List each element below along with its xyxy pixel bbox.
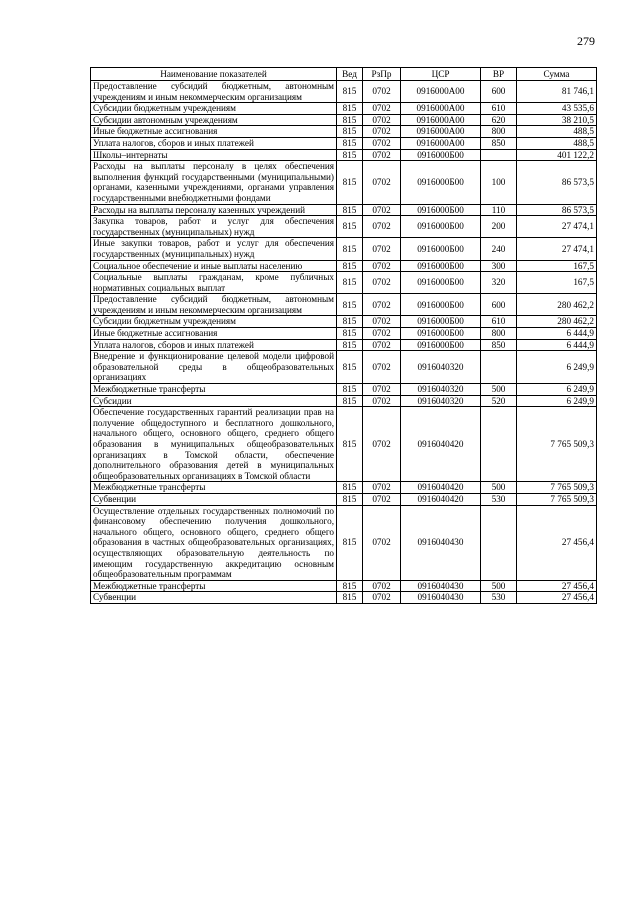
- cell-vr: 240: [481, 238, 517, 260]
- cell-sum: 280 462,2: [517, 294, 597, 316]
- header-row: [91, 68, 597, 81]
- cell-ved: 815: [337, 351, 363, 384]
- cell-name: Межбюджетные трансферты: [91, 384, 337, 396]
- cell-vr: 610: [481, 103, 517, 115]
- table-row: [91, 161, 597, 204]
- cell-rzpr: 0702: [363, 103, 401, 115]
- cell-sum: 27 456,4: [517, 505, 597, 580]
- cell-name: Уплата налогов, сборов и иных платежей: [91, 137, 337, 149]
- cell-ved: 815: [337, 592, 363, 604]
- cell-csr: 0916040430: [401, 505, 481, 580]
- cell-name: Предоставление субсидий бюджетным, автономным учреждениям и иным некоммерческим организациям: [91, 294, 337, 316]
- header-name: Наименование показателей: [91, 68, 337, 81]
- cell-vr: 100: [481, 161, 517, 204]
- cell-csr: 0916000А00: [401, 114, 481, 126]
- header-sum: Сумма: [517, 68, 597, 81]
- cell-ved: 815: [337, 238, 363, 260]
- cell-vr: [481, 505, 517, 580]
- cell-rzpr: 0702: [363, 493, 401, 505]
- cell-rzpr: 0702: [363, 216, 401, 238]
- cell-ved: 815: [337, 580, 363, 592]
- cell-ved: 815: [337, 407, 363, 482]
- cell-vr: 300: [481, 260, 517, 272]
- cell-sum: 86 573,5: [517, 204, 597, 216]
- cell-vr: 620: [481, 114, 517, 126]
- cell-ved: 815: [337, 216, 363, 238]
- table-row: [91, 493, 597, 505]
- table-body: [91, 81, 597, 604]
- cell-name: Межбюджетные трансферты: [91, 580, 337, 592]
- cell-csr: 0916000Б00: [401, 294, 481, 316]
- cell-sum: 6 444,9: [517, 339, 597, 351]
- cell-sum: 488,5: [517, 137, 597, 149]
- cell-csr: 0916040420: [401, 493, 481, 505]
- cell-ved: 815: [337, 204, 363, 216]
- cell-name: Внедрение и функционирование целевой модели цифровой образовательной среды в общеобразовательных организациях: [91, 351, 337, 384]
- table-row: [91, 316, 597, 328]
- cell-vr: [481, 149, 517, 161]
- cell-sum: 27 474,1: [517, 238, 597, 260]
- page-number: 279: [577, 34, 595, 48]
- cell-vr: 530: [481, 493, 517, 505]
- cell-vr: 110: [481, 204, 517, 216]
- cell-rzpr: 0702: [363, 238, 401, 260]
- cell-ved: 815: [337, 81, 363, 103]
- table-row: [91, 216, 597, 238]
- cell-csr: 0916000А00: [401, 126, 481, 138]
- cell-sum: 6 249,9: [517, 395, 597, 407]
- cell-vr: 500: [481, 580, 517, 592]
- cell-sum: 167,5: [517, 272, 597, 294]
- cell-vr: 600: [481, 81, 517, 103]
- cell-csr: 0916000Б00: [401, 272, 481, 294]
- cell-sum: 7 765 509,3: [517, 482, 597, 494]
- cell-vr: 320: [481, 272, 517, 294]
- cell-csr: 0916000Б00: [401, 260, 481, 272]
- cell-ved: 815: [337, 137, 363, 149]
- cell-csr: 0916000Б00: [401, 149, 481, 161]
- cell-rzpr: 0702: [363, 137, 401, 149]
- table-row: [91, 407, 597, 482]
- header-ved: Вед: [337, 68, 363, 81]
- cell-rzpr: 0702: [363, 384, 401, 396]
- cell-ved: 815: [337, 260, 363, 272]
- cell-ved: 815: [337, 161, 363, 204]
- cell-rzpr: 0702: [363, 294, 401, 316]
- cell-ved: 815: [337, 272, 363, 294]
- table-row: [91, 238, 597, 260]
- cell-vr: 500: [481, 482, 517, 494]
- cell-ved: 815: [337, 316, 363, 328]
- cell-csr: 0916040430: [401, 580, 481, 592]
- cell-sum: 6 249,9: [517, 351, 597, 384]
- cell-ved: 815: [337, 339, 363, 351]
- cell-sum: 86 573,5: [517, 161, 597, 204]
- cell-name: Предоставление субсидий бюджетным, автономным учреждениям и иным некоммерческим организациям: [91, 81, 337, 103]
- table-row: [91, 384, 597, 396]
- cell-csr: 0916000А00: [401, 137, 481, 149]
- cell-vr: [481, 351, 517, 384]
- cell-csr: 0916040430: [401, 592, 481, 604]
- cell-csr: 0916040320: [401, 384, 481, 396]
- cell-rzpr: 0702: [363, 149, 401, 161]
- cell-csr: 0916000А00: [401, 103, 481, 115]
- table-row: [91, 103, 597, 115]
- cell-name: Иные бюджетные ассигнования: [91, 328, 337, 340]
- cell-name: Субсидии бюджетным учреждениям: [91, 316, 337, 328]
- cell-vr: 200: [481, 216, 517, 238]
- cell-rzpr: 0702: [363, 339, 401, 351]
- table-row: [91, 81, 597, 103]
- cell-name: Субвенции: [91, 592, 337, 604]
- cell-sum: 38 210,5: [517, 114, 597, 126]
- table-row: [91, 294, 597, 316]
- table-row: [91, 114, 597, 126]
- cell-ved: 815: [337, 149, 363, 161]
- cell-rzpr: 0702: [363, 482, 401, 494]
- cell-sum: 280 462,2: [517, 316, 597, 328]
- cell-rzpr: 0702: [363, 407, 401, 482]
- cell-sum: 6 249,9: [517, 384, 597, 396]
- cell-sum: 27 474,1: [517, 216, 597, 238]
- cell-vr: 600: [481, 294, 517, 316]
- cell-vr: 800: [481, 126, 517, 138]
- table-row: [91, 260, 597, 272]
- cell-rzpr: 0702: [363, 81, 401, 103]
- cell-rzpr: 0702: [363, 272, 401, 294]
- cell-vr: [481, 407, 517, 482]
- budget-table: [90, 67, 597, 604]
- cell-csr: 0916040420: [401, 482, 481, 494]
- table-row: [91, 339, 597, 351]
- table-row: [91, 204, 597, 216]
- cell-csr: 0916040420: [401, 407, 481, 482]
- cell-rzpr: 0702: [363, 114, 401, 126]
- header-vr: ВР: [481, 68, 517, 81]
- header-rzpr: РзПр: [363, 68, 401, 81]
- cell-sum: 7 765 509,3: [517, 493, 597, 505]
- table-row: [91, 328, 597, 340]
- cell-csr: 0916000Б00: [401, 204, 481, 216]
- cell-name: Обеспечение государственных гарантий реализации прав на получение общедоступного и бесплатного дошкольного, начального общего, основного общего, среднего общего образования в муниципальных общеобразовательных организациях в Томской области, обеспечение дополнительного образования детей в муниципальных общеобразовательных организациях в Томской области: [91, 407, 337, 482]
- cell-csr: 0916040320: [401, 395, 481, 407]
- cell-name: Уплата налогов, сборов и иных платежей: [91, 339, 337, 351]
- cell-vr: 850: [481, 137, 517, 149]
- cell-rzpr: 0702: [363, 395, 401, 407]
- cell-sum: 7 765 509,3: [517, 407, 597, 482]
- cell-csr: 0916000Б00: [401, 161, 481, 204]
- table-row: [91, 395, 597, 407]
- cell-vr: 610: [481, 316, 517, 328]
- cell-name: Субвенции: [91, 493, 337, 505]
- cell-rzpr: 0702: [363, 161, 401, 204]
- cell-name: Социальные выплаты гражданам, кроме публичных нормативных социальных выплат: [91, 272, 337, 294]
- cell-ved: 815: [337, 493, 363, 505]
- cell-sum: 401 122,2: [517, 149, 597, 161]
- cell-rzpr: 0702: [363, 580, 401, 592]
- cell-name: Социальное обеспечение и иные выплаты населению: [91, 260, 337, 272]
- cell-csr: 0916000Б00: [401, 316, 481, 328]
- cell-name: Иные закупки товаров, работ и услуг для обеспечения государственных (муниципальных) нужд: [91, 238, 337, 260]
- cell-name: Субсидии автономным учреждениям: [91, 114, 337, 126]
- cell-rzpr: 0702: [363, 204, 401, 216]
- table-row: [91, 580, 597, 592]
- cell-sum: 488,5: [517, 126, 597, 138]
- cell-csr: 0916040320: [401, 351, 481, 384]
- cell-name: Межбюджетные трансферты: [91, 482, 337, 494]
- cell-rzpr: 0702: [363, 316, 401, 328]
- table-row: [91, 126, 597, 138]
- cell-name: Осуществление отдельных государственных полномочий по финансовому обеспечению получения дошкольного, начального общего, основного общего, среднего общего образования в частных общеобразовательных организациях, осуществляющих образовательную деятельность по имеющим государственную аккредитацию основным общеобразовательным программам: [91, 505, 337, 580]
- cell-sum: 43 535,6: [517, 103, 597, 115]
- table-row: [91, 592, 597, 604]
- cell-vr: 800: [481, 328, 517, 340]
- cell-ved: 815: [337, 482, 363, 494]
- cell-ved: 815: [337, 114, 363, 126]
- table-row: [91, 149, 597, 161]
- table-row: [91, 137, 597, 149]
- cell-ved: 815: [337, 328, 363, 340]
- cell-vr: 530: [481, 592, 517, 604]
- cell-ved: 815: [337, 294, 363, 316]
- cell-ved: 815: [337, 103, 363, 115]
- cell-name: Закупка товаров, работ и услуг для обеспечения государственных (муниципальных) нужд: [91, 216, 337, 238]
- cell-sum: 27 456,4: [517, 592, 597, 604]
- cell-ved: 815: [337, 126, 363, 138]
- cell-csr: 0916000Б00: [401, 339, 481, 351]
- cell-name: Субсидии бюджетным учреждениям: [91, 103, 337, 115]
- table-row: [91, 351, 597, 384]
- cell-rzpr: 0702: [363, 126, 401, 138]
- cell-rzpr: 0702: [363, 260, 401, 272]
- cell-name: Расходы на выплаты персоналу в целях обеспечения выполнения функций государственными (муниципальными) органами, казенными учреждениями, органами управления государственными внебюджетными фондами: [91, 161, 337, 204]
- cell-rzpr: 0702: [363, 505, 401, 580]
- cell-vr: 520: [481, 395, 517, 407]
- cell-name: Расходы на выплаты персоналу казенных учреждений: [91, 204, 337, 216]
- cell-csr: 0916000Б00: [401, 238, 481, 260]
- cell-ved: 815: [337, 395, 363, 407]
- cell-sum: 81 746,1: [517, 81, 597, 103]
- cell-name: Школы–интернаты: [91, 149, 337, 161]
- table-row: [91, 505, 597, 580]
- cell-sum: 167,5: [517, 260, 597, 272]
- cell-csr: 0916000А00: [401, 81, 481, 103]
- table-header: [91, 68, 597, 81]
- cell-rzpr: 0702: [363, 351, 401, 384]
- header-csr: ЦСР: [401, 68, 481, 81]
- cell-sum: 27 456,4: [517, 580, 597, 592]
- cell-rzpr: 0702: [363, 328, 401, 340]
- table-row: [91, 272, 597, 294]
- cell-csr: 0916000Б00: [401, 216, 481, 238]
- cell-vr: 500: [481, 384, 517, 396]
- table-row: [91, 482, 597, 494]
- cell-vr: 850: [481, 339, 517, 351]
- cell-ved: 815: [337, 505, 363, 580]
- cell-csr: 0916000Б00: [401, 328, 481, 340]
- cell-name: Субсидии: [91, 395, 337, 407]
- cell-ved: 815: [337, 384, 363, 396]
- cell-sum: 6 444,9: [517, 328, 597, 340]
- cell-rzpr: 0702: [363, 592, 401, 604]
- cell-name: Иные бюджетные ассигнования: [91, 126, 337, 138]
